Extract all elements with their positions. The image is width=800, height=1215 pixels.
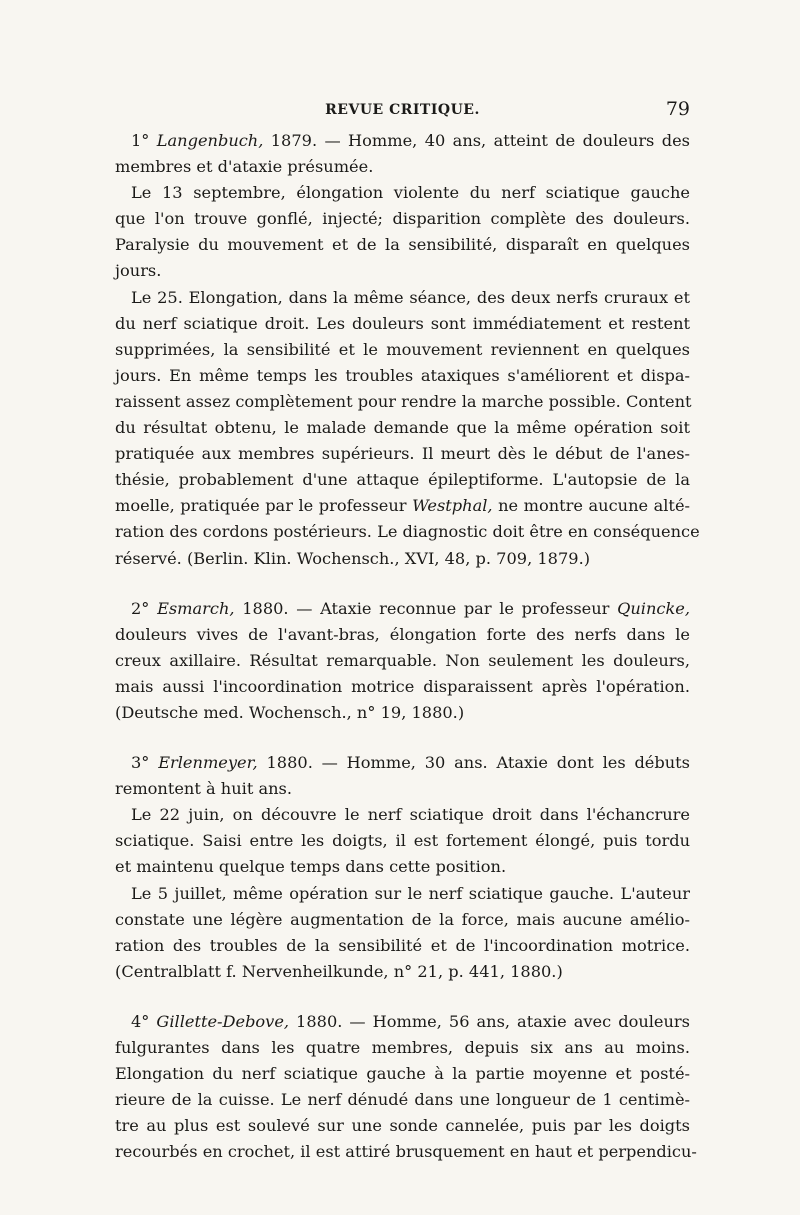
italic-name: Quincke, [617, 598, 690, 618]
text-segment: Le 5 juillet, même opération sur le nerf sciatique gauche. L'auteur [131, 883, 690, 903]
text-segment: membres et d'ataxie présumée. [115, 157, 374, 177]
text-line [115, 467, 690, 493]
text-segment: supprimées, la sensibilité et le mouvement reviennent en quelques [115, 339, 690, 359]
text-line [115, 933, 690, 959]
text-segment: du résultat obtenu, le malade demande que la même opération soit [115, 418, 690, 438]
text-segment: constate une légère augmentation de la force, mais aucune amélio- [115, 909, 690, 929]
text-line [115, 802, 690, 828]
text-line [115, 258, 690, 284]
text-segment: Le 25. Elongation, dans la même séance, des deux nerfs cruraux et [131, 287, 690, 307]
text-segment: 4° [131, 1011, 157, 1031]
text-line [115, 596, 690, 622]
text-segment: raissent assez complètement pour rendre la marche possible. Content [115, 391, 692, 411]
text-segment: Elongation du nerf sciatique gauche à la partie moyenne et posté- [115, 1064, 690, 1084]
text-segment: jours. [115, 261, 162, 281]
text-line [115, 959, 690, 985]
text-segment: jours. En même temps les troubles ataxiques s'améliorent et dispa- [115, 365, 690, 385]
text-segment: 3° [131, 753, 159, 773]
text-segment: sciatique. Saisi entre les doigts, il est fortement élongé, puis tordu [115, 831, 690, 851]
text-line [115, 907, 690, 933]
text-segment: thésie, probablement d'une attaque épileptiforme. L'autopsie de la [115, 470, 690, 490]
entry-gap [115, 726, 690, 750]
text-line [115, 622, 690, 648]
entry-block [115, 750, 690, 985]
entry-block [115, 596, 690, 726]
text-segment: douleurs vives de l'avant-bras, élongation forte des nerfs dans le [115, 624, 690, 644]
text-line [115, 206, 690, 232]
text-segment: creux axillaire. Résultat remarquable. Non seulement les douleurs, [115, 650, 690, 670]
text-segment: réservé. (Berlin. Klin. Wochensch., XVI, 48, p. 709, 1879.) [115, 548, 591, 568]
text-line [115, 700, 690, 726]
text-segment: 1880. — Homme, 56 ans, ataxie avec douleurs [289, 1011, 690, 1031]
text-segment: tre au plus est soulevé sur une sonde cannelée, puis par les doigts [115, 1116, 690, 1136]
italic-name: Esmarch, [157, 598, 235, 618]
italic-name: Erlenmeyer, [158, 753, 258, 773]
text-segment: ration des cordons postérieurs. Le diagnostic doit être en conséquence [115, 522, 700, 542]
text-segment: recourbés en crochet, il est attiré brusquement en haut et perpendicu- [115, 1142, 697, 1162]
text-segment: que l'on trouve gonflé, injecté; disparition complète des douleurs. [115, 209, 690, 229]
text-line [115, 232, 690, 258]
text-line [115, 337, 690, 363]
text-segment: ration des troubles de la sensibilité et de l'incoordination motrice. [115, 935, 690, 955]
text-line [115, 648, 690, 674]
text-line [115, 415, 690, 441]
text-line [115, 881, 690, 907]
text-segment: pratiquée aux membres supérieurs. Il meurt dès le début de l'anes- [115, 444, 690, 464]
text-line [115, 311, 690, 337]
text-segment: et maintenu quelque temps dans cette position. [115, 857, 507, 877]
text-line [115, 493, 690, 519]
text-segment: 2° [131, 598, 158, 618]
italic-name: Westphal, [412, 496, 493, 516]
text-line [115, 389, 690, 415]
text-line [115, 154, 690, 180]
text-line [115, 180, 690, 206]
entry-gap [115, 572, 690, 596]
entry-block [115, 1009, 697, 1166]
entry-gap [115, 985, 690, 1009]
text-segment: Paralysie du mouvement et de la sensibilité, disparaît en quelques [115, 235, 690, 255]
text-segment: du nerf sciatique droit. Les douleurs sont immédiatement et restent [115, 313, 690, 333]
text-line [115, 674, 690, 700]
text-line [115, 1009, 690, 1035]
text-line [115, 285, 690, 311]
text-segment: fulgurantes dans les quatre membres, depuis six ans au moins. [115, 1038, 690, 1057]
text-line [115, 128, 690, 154]
text-segment: moelle, pratiquée par le professeur [115, 496, 413, 516]
text-line [115, 441, 690, 467]
text-line [115, 1061, 690, 1087]
text-line [115, 776, 690, 802]
text-line [115, 1113, 690, 1139]
text-segment: Le 13 septembre, élongation violente du nerf sciatique gauche [131, 183, 690, 203]
text-line [115, 546, 690, 572]
text-line [115, 363, 690, 389]
page-number: 79 [665, 98, 690, 120]
text-segment: 1° [131, 131, 157, 150]
text-line [115, 1139, 697, 1165]
text-segment: ne montre aucune alté- [492, 496, 690, 516]
text-line [115, 1035, 690, 1061]
text-line [115, 854, 690, 880]
text-line [115, 1087, 690, 1113]
text-segment: (Centralblatt f. Nervenheilkunde, n° 21, p. 441, 1880.) [115, 961, 563, 981]
italic-name: Langenbuch, [156, 131, 264, 150]
text-line [115, 828, 690, 854]
text-line [115, 750, 690, 776]
text-segment: mais aussi l'incoordination motrice disparaissent après l'opération. [115, 676, 690, 696]
text-segment: (Deutsche med. Wochensch., n° 19, 1880.) [115, 702, 465, 722]
text-segment: 1880. — Ataxie reconnue par le professeur [234, 598, 618, 618]
entry-block [115, 128, 700, 572]
running-title: REVUE CRITIQUE. [325, 102, 480, 118]
text-segment: rieure de la cuisse. Le nerf dénudé dans une longueur de 1 centimè- [115, 1090, 690, 1110]
italic-name: Gillette-Debove, [156, 1011, 290, 1031]
running-head [115, 98, 690, 124]
text-segment: 1880. — Homme, 30 ans. Ataxie dont les débuts [257, 753, 690, 773]
body-text [115, 128, 700, 1165]
text-segment: Le 22 juin, on découvre le nerf sciatique droit dans l'échancrure [131, 805, 690, 825]
text-line [115, 519, 700, 545]
text-segment: remontent à huit ans. [115, 779, 293, 799]
text-segment: 1879. — Homme, 40 ans, atteint de douleurs des [263, 131, 690, 150]
